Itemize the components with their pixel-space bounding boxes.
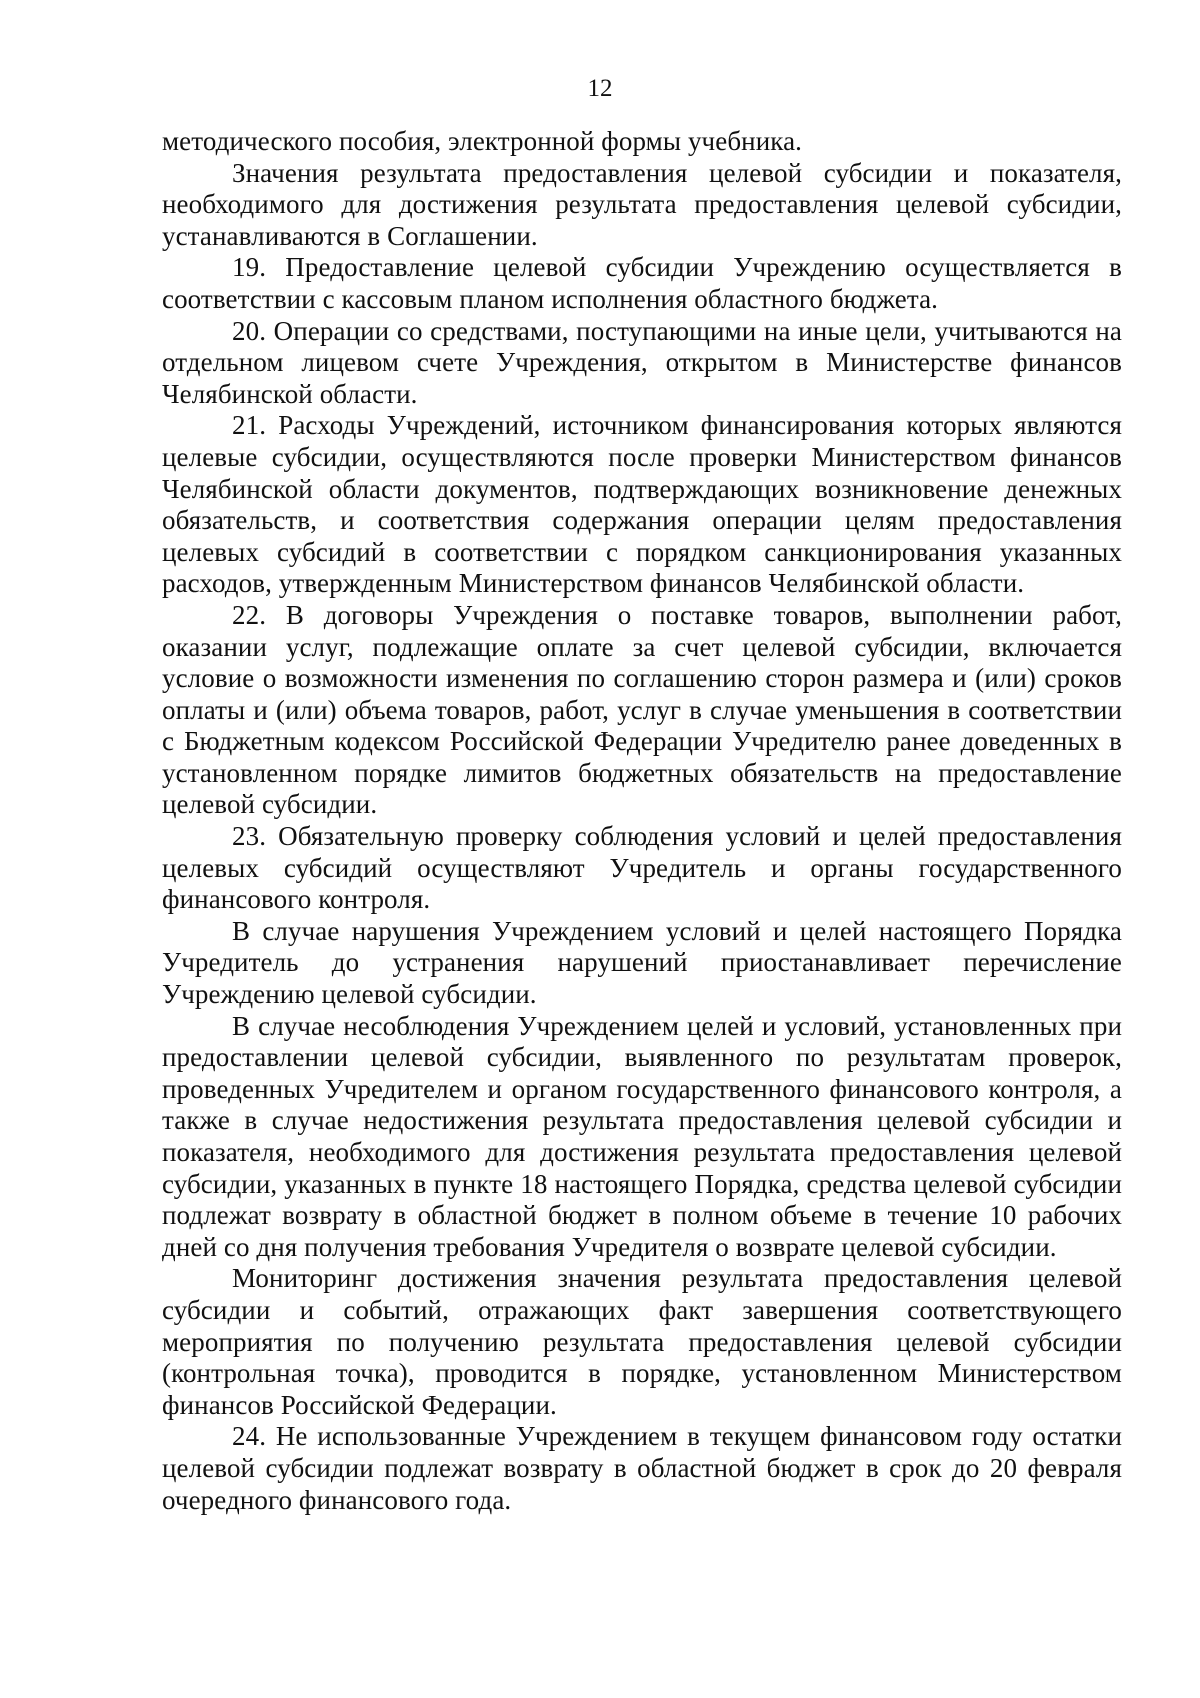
paragraph-result-values: Значения результата предоставления целевой субсидии и показателя, необходимого для достижения результата предоставления целевой субсидии, устанавливаются в Соглашении.: [162, 157, 1122, 251]
paragraph-clause-23: 23. Обязательную проверку соблюдения условий и целей предоставления целевых субсидий осуществляют Учредитель и органы государственного финансового контроля.: [162, 821, 1122, 915]
paragraph-clause-21: 21. Расходы Учреждений, источником финансирования которых являются целевые субсидии, осуществляются после проверки Министерством финансов Челябинской области документов, подтверждающих возникновение денежных обязательств, и соответствия содержания операции целям предоставления целевых субсидий в соответствии с порядком санкционирования указанных расходов, утвержденным Министерством финансов Челябинской области.: [162, 410, 1122, 599]
document-body: [162, 126, 1122, 1516]
paragraph-noncompliance-refund: В случае несоблюдения Учреждением целей и условий, установленных при предоставлении целевой субсидии, выявленного по результатам проверок, проведенных Учредителем и органом государственного финансового контроля, а также в случае недостижения результата предоставления целевой субсидии и показателя, необходимого для достижения результата предоставления целевой субсидии, указанных в пункте 18 настоящего Порядка, средства целевой субсидии подлежат возврату в областной бюджет в полном объеме в течение 10 рабочих дней со дня получения требования Учредителя о возврате целевой субсидии.: [162, 1010, 1122, 1262]
paragraph-monitoring: Мониторинг достижения значения результата предоставления целевой субсидии и событий, отражающих факт завершения соответствующего мероприятия по получению результата предоставления целевой субсидии (контрольная точка), проводится в порядке, установленном Министерством финансов Российской Федерации.: [162, 1263, 1122, 1420]
paragraph-continuation: методического пособия, электронной формы учебника.: [162, 126, 803, 156]
paragraph-violation-suspension: В случае нарушения Учреждением условий и целей настоящего Порядка Учредитель до устранения нарушений приостанавливает перечисление Учреждению целевой субсидии.: [162, 915, 1122, 1010]
paragraph-clause-22: 22. В договоры Учреждения о поставке товаров, выполнении работ, оказании услуг, подлежащие оплате за счет целевой субсидии, включается условие о возможности изменения по соглашению сторон размера и (или) сроков оплаты и (или) объема товаров, работ, услуг в случае уменьшения в соответствии с Бюджетным кодексом Российской Федерации Учредителю ранее доведенных в установленном порядке лимитов бюджетных обязательств на предоставление целевой субсидии.: [162, 599, 1122, 820]
paragraph-clause-20: 20. Операции со средствами, поступающими на иные цели, учитываются на отдельном лицевом счете Учреждения, открытом в Министерстве финансов Челябинской области.: [162, 315, 1122, 409]
paragraph-clause-19: 19. Предоставление целевой субсидии Учреждению осуществляется в соответствии с кассовым планом исполнения областного бюджета.: [162, 252, 1122, 314]
page-number: 12: [587, 75, 613, 102]
paragraph-clause-24: 24. Не использованные Учреждением в текущем финансовом году остатки целевой субсидии подлежат возврату в областной бюджет в срок до 20 февраля очередного финансового года.: [162, 1421, 1122, 1515]
